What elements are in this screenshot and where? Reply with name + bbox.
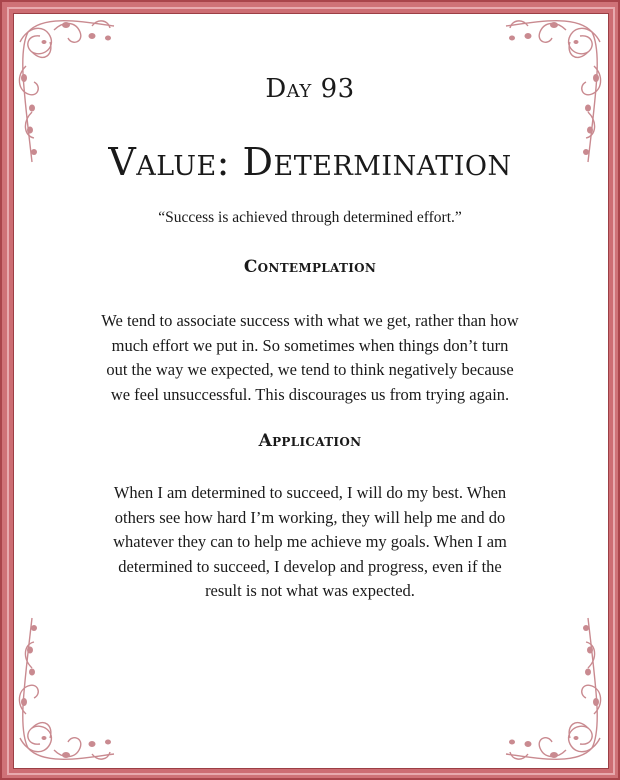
contemplation-heading: Contemplation xyxy=(243,257,377,277)
contemplation-line: we feel unsuccessful. This discourages us from trying again. xyxy=(110,384,510,404)
contemplation-paragraph xyxy=(50,309,570,407)
contemplation-line: much effort we put in. So sometimes when things don’t turn xyxy=(111,335,509,355)
day-title: Day 93 xyxy=(265,74,355,104)
value-quote: “Success is achieved through determined effort.” xyxy=(158,209,462,226)
contemplation-line: out the way we expected, we tend to think negatively because xyxy=(106,360,514,379)
application-line: others see how hard I’m working, they will help me and do xyxy=(114,507,506,527)
contemplation-line: We tend to associate success with what we get, rather than how xyxy=(101,311,519,330)
application-paragraph xyxy=(50,481,570,604)
application-line: When I am determined to succeed, I will do my best. When xyxy=(113,483,507,502)
application-line: determined to succeed, I develop and progress, even if the xyxy=(118,556,502,576)
application-line: result is not what was expected. xyxy=(205,581,415,600)
value-title: Value: Determination xyxy=(108,140,512,184)
application-heading: Application xyxy=(258,431,362,451)
application-line: whatever they can to help me achieve my goals. When I am xyxy=(113,532,507,551)
